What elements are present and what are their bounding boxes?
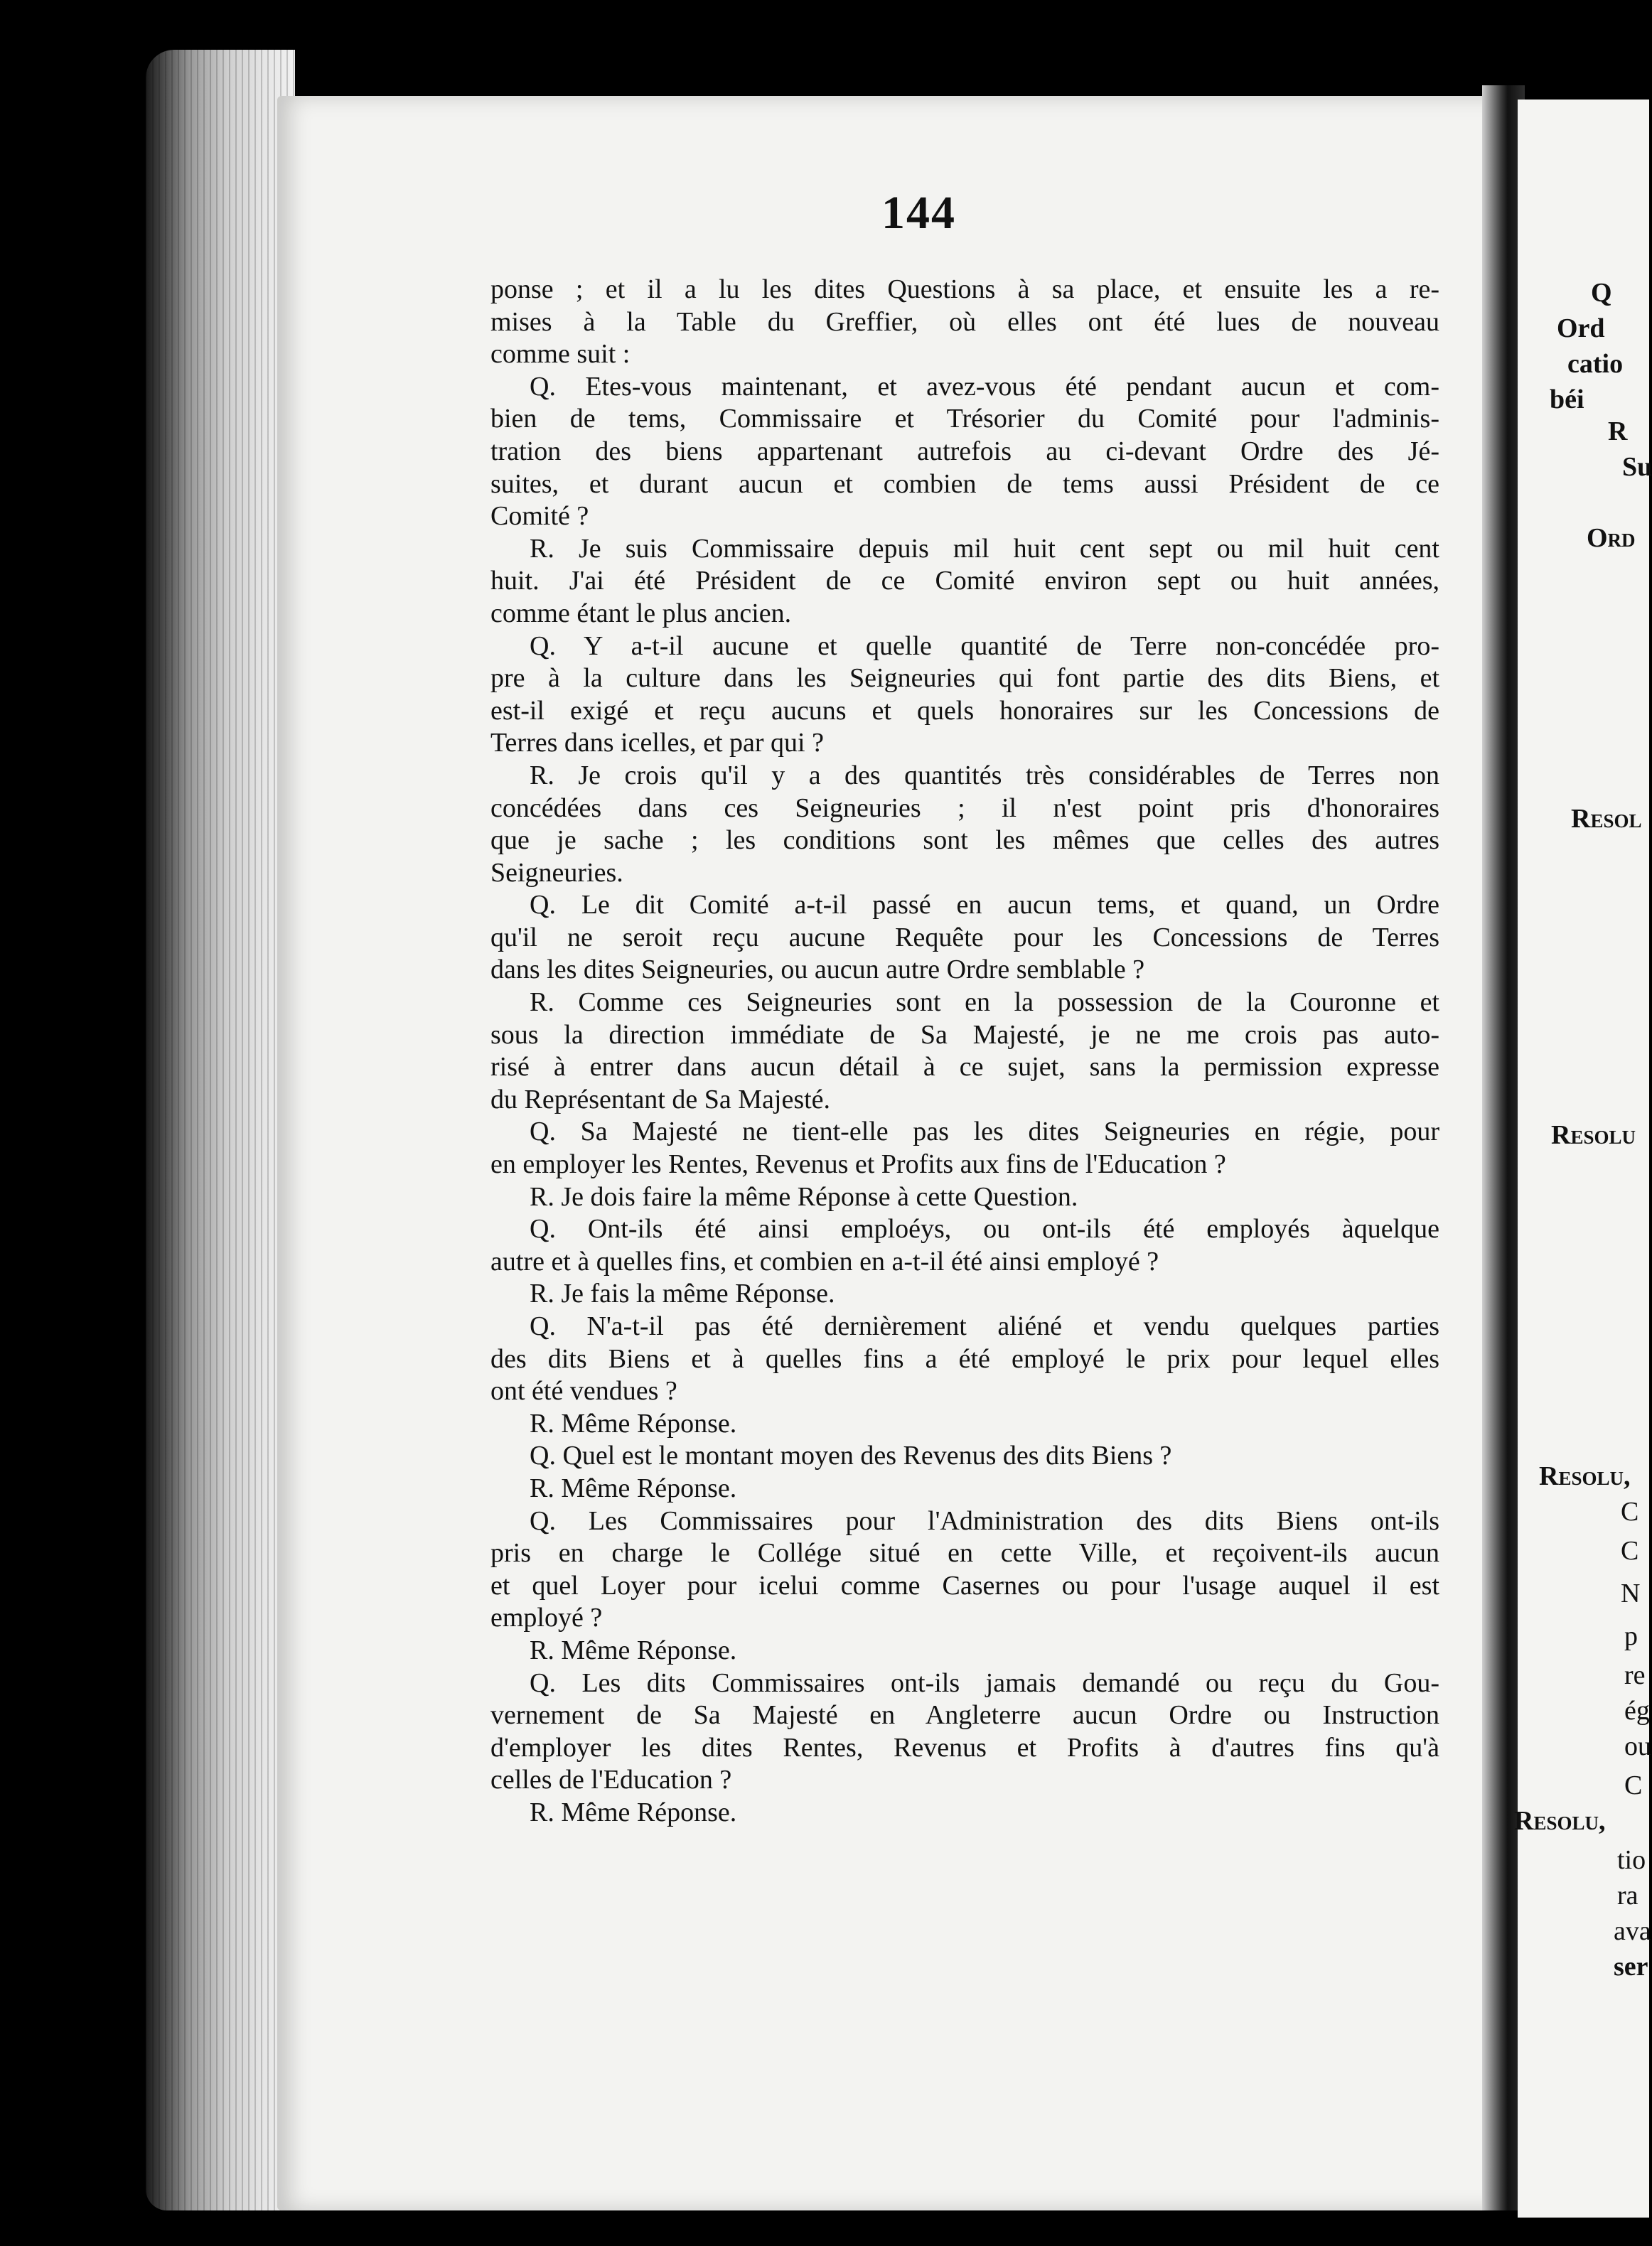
right-page-fragment: béi [1550,385,1584,414]
right-page-fragment: N [1621,1579,1641,1608]
right-page-fragment: R [1608,417,1628,446]
text-line: Q. Les Commissaires pour l'Administration des dits Biens ont-ils [530,1505,1439,1536]
text-line: celles de l'Education ? [490,1765,732,1795]
text-line: bien de tems, Commissaire et Trésorier du Comité pour l'adminis- [490,404,1439,434]
text-line: que je sache ; les conditions sont les mêmes que celles des autres [490,825,1439,856]
text-line: est-il exigé et reçu aucuns et quels honoraires sur les Concessions de [490,695,1439,726]
text-line: risé à entrer dans aucun détail à ce sujet, sans la permission expresse [490,1052,1439,1082]
text-line: Q. Le dit Comité a-t-il passé en aucun tems, et quand, un Ordre [530,890,1439,920]
text-line: Q. Sa Majesté ne tient-elle pas les dites Seigneuries en régie, pour [530,1117,1439,1147]
right-page-fragment: ra [1617,1881,1638,1911]
right-page-fragment: ou [1624,1731,1651,1761]
text-line: mises à la Table du Greffier, où elles ont été lues de nouveau [490,306,1439,337]
right-page-fragment: C [1624,1771,1643,1800]
right-page-fragment: ava [1614,1916,1651,1946]
text-line: R. Je fais la même Réponse. [530,1279,835,1309]
right-page-fragment: re [1624,1660,1646,1690]
text-line: R. Même Réponse. [530,1797,737,1827]
text-line: employé ? [490,1603,603,1633]
right-page-fragment: Q [1591,278,1612,308]
text-line: Q. Ont-ils été ainsi emploéys, ou ont-ils été employés àquelque [530,1214,1439,1245]
text-line: Q. Y a-t-il aucune et quelle quantité de Terre non-concédée pro- [530,630,1439,661]
page-body-text [490,274,1439,1829]
right-page-fragment: ser [1614,1952,1648,1982]
right-page-fragment: C [1621,1536,1639,1566]
right-page-fragment: Ord [1557,313,1605,343]
right-page-fragment: Resolu [1551,1120,1636,1150]
book-page-edges [146,50,295,2210]
text-line: comme suit : [490,339,631,370]
text-line: et quel Loyer pour icelui comme Casernes ou pour l'usage auquel il est [490,1570,1439,1601]
text-line: dans les dites Seigneuries, ou aucun autre Ordre semblable ? [490,955,1145,985]
text-line: ponse ; et il a lu les dites Questions à sa place, et ensuite les a re- [490,274,1439,304]
right-page-fragment: Resolu, [1539,1461,1631,1491]
text-line: R. Je dois faire la même Réponse à cette Question. [530,1181,1078,1212]
text-line: du Représentant de Sa Majesté. [490,1084,831,1114]
text-line: R. Même Réponse. [530,1408,737,1439]
text-line: R. Même Réponse. [530,1473,737,1503]
text-line: qu'il ne seroit reçu aucune Requête pour les Concessions de Terres [490,922,1439,952]
right-page-fragment: tio [1617,1845,1646,1875]
text-line: R. Je suis Commissaire depuis mil huit cent sept ou mil huit cent [530,533,1439,564]
right-page-fragment: C [1621,1497,1639,1527]
text-line: huit. J'ai été Président de ce Comité environ sept ou huit années, [490,566,1439,596]
text-line: pris en charge le Collége situé en cette Ville, et reçoivent-ils aucun [490,1538,1439,1569]
text-line: Comité ? [490,501,589,532]
text-line: suites, et durant aucun et combien de tems aussi Président de ce [490,468,1439,499]
right-page-fragment: Ord [1587,523,1636,553]
text-line: tration des biens appartenant autrefois au ci-devant Ordre des Jé- [490,436,1439,466]
text-line: concédées dans ces Seigneuries ; il n'est point pris d'honoraires [490,792,1439,823]
right-page-fragment: catio [1567,349,1624,379]
right-page-fragment: Resol [1571,804,1642,834]
text-line: vernement de Sa Majesté en Angleterre aucun Ordre ou Instruction [490,1700,1439,1731]
text-line: Seigneuries. [490,857,623,888]
text-line: d'employer les dites Rentes, Revenus et Profits à d'autres fins qu'à [490,1732,1439,1763]
text-line: comme étant le plus ancien. [490,598,792,628]
text-line: Q. Etes-vous maintenant, et avez-vous été pendant aucun et com- [530,371,1439,402]
text-line: autre et à quelles fins, et combien en a-t-il été ainsi employé ? [490,1246,1159,1277]
text-line: R. Comme ces Seigneuries sont en la possession de la Couronne et [530,987,1439,1018]
right-page-fragment: Su [1622,452,1652,482]
text-line: pre à la culture dans les Seigneuries qui font partie des dits Biens, et [490,663,1439,694]
text-line: des dits Biens et à quelles fins a été employé le prix pour lequel elles [490,1343,1439,1374]
text-line: Q. Quel est le montant moyen des Revenus des dits Biens ? [530,1441,1172,1471]
text-line: R. Je crois qu'il y a des quantités très considérables de Terres non [530,760,1439,790]
text-line: Q. N'a-t-il pas été dernièrement aliéné et vendu quelques parties [530,1311,1439,1341]
text-line: sous la direction immédiate de Sa Majesté, je ne me crois pas auto- [490,1019,1439,1050]
text-line: ont été vendues ? [490,1376,677,1407]
right-page-fragment: Resolu, [1514,1806,1606,1836]
text-line: Q. Les dits Commissaires ont-ils jamais demandé ou reçu du Gou- [530,1667,1439,1698]
right-page-fragment: ég [1624,1696,1650,1726]
page-number: 144 [881,187,956,239]
right-page-fragment: p [1624,1621,1638,1651]
text-line: en employer les Rentes, Revenus et Profits aux fins de l'Education ? [490,1149,1226,1180]
text-line: Terres dans icelles, et par qui ? [490,728,824,758]
text-line: R. Même Réponse. [530,1635,737,1665]
